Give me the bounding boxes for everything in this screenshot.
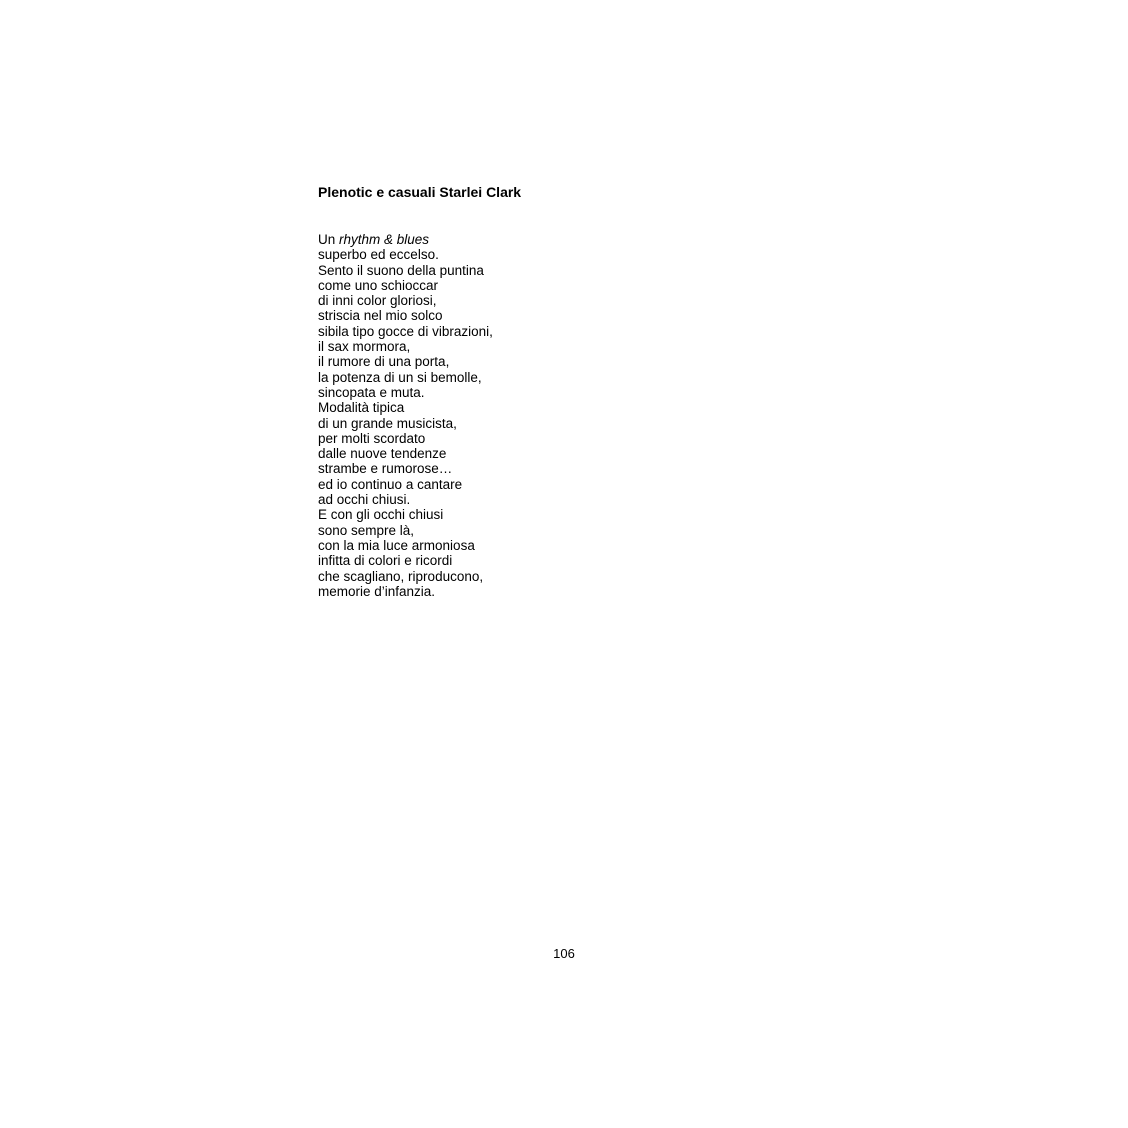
poem-line-italic: rhythm & blues (339, 232, 430, 247)
poem-line (318, 232, 493, 247)
poem-line: striscia nel mio solco (318, 308, 443, 324)
poem-line: di un grande musicista, (318, 415, 457, 431)
poem-line: sibila tipo gocce di vibrazioni, (318, 323, 493, 339)
poem-line: memorie d’infanzia. (318, 583, 436, 599)
poem-line: Modalità tipica (318, 400, 405, 416)
poem-line: Sento il suono della puntina (318, 262, 484, 278)
poem-line: di inni color gloriosi, (318, 293, 437, 309)
page-number: 106 (553, 946, 575, 961)
poem-title: Plenotic e casuali Starlei Clark (318, 184, 522, 200)
poem-line: superbo ed eccelso. (318, 247, 439, 263)
poem-line: sincopata e muta. (318, 384, 425, 400)
poem-line: ed io continuo a cantare (318, 476, 463, 492)
poem-body (318, 232, 493, 599)
poem-line-prefix: Un (318, 232, 340, 247)
poem-line: il rumore di una porta, (318, 354, 450, 370)
poem-line: la potenza di un si bemolle, (318, 369, 482, 385)
poem-line: infitta di colori e ricordi (318, 553, 453, 569)
poem-line: strambe e rumorose… (318, 461, 453, 477)
poem-line: che scagliano, riproducono, (318, 568, 484, 584)
poem-line: dalle nuove tendenze (318, 446, 447, 462)
poem-line: E con gli occhi chiusi (318, 507, 444, 523)
poem-line: sono sempre là, (318, 522, 415, 538)
poem-line: per molti scordato (318, 430, 426, 446)
poem-line: il sax mormora, (318, 339, 411, 355)
poem-line: con la mia luce armoniosa (318, 537, 475, 553)
poem-line: come uno schioccar (318, 277, 439, 293)
poem-line: ad occhi chiusi. (318, 492, 411, 508)
